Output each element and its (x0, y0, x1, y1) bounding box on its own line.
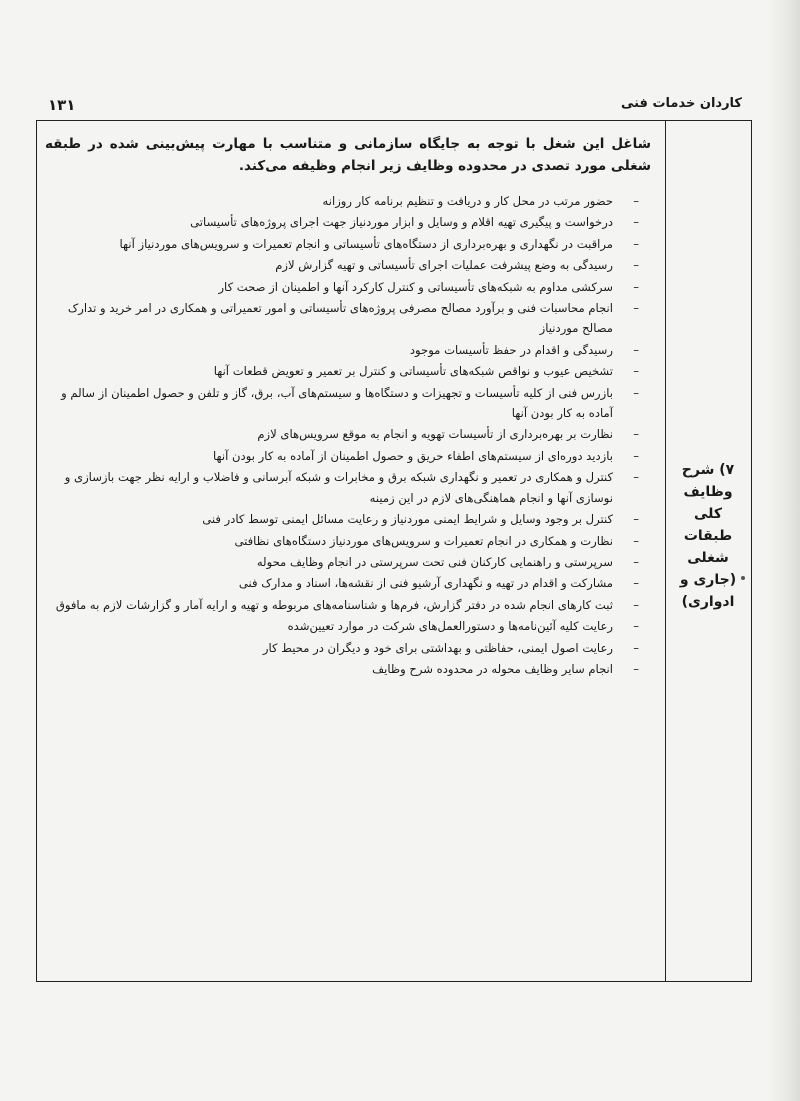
dash-bullet-icon: – (633, 619, 639, 634)
duty-item (45, 467, 651, 508)
dash-bullet-icon: – (633, 215, 639, 230)
duty-item (45, 659, 651, 679)
dash-bullet-icon: – (633, 640, 639, 655)
duty-item (45, 255, 651, 275)
duty-text: انجام محاسبات فنی و برآورد مصالح مصرفی پروژه‌های تأسیساتی و امور تعمیراتی و همکاری در امر خرید و تدارک مصالح موردنیاز (67, 301, 613, 336)
page-header (36, 94, 752, 118)
duty-text: نظارت و همکاری در انجام تعمیرات و سرویس‌های موردنیاز دستگاه‌های نظافتی (234, 533, 613, 548)
dash-bullet-icon: – (633, 576, 639, 591)
duty-text: بازدید دوره‌ای از سیستم‌های اطفاء حریق و حصول اطمینان از آماده به کار بودن آنها (213, 448, 613, 463)
dash-bullet-icon: – (633, 342, 639, 357)
duty-text: مراقبت در نگهداری و بهره‌برداری از دستگاه‌های تأسیساتی و انجام تعمیرات و سرویس‌های موردنیاز آنها (119, 236, 613, 251)
dash-bullet-icon: – (633, 554, 639, 569)
duty-text: انجام سایر وظایف محوله در محدوده شرح وظایف (372, 661, 613, 676)
dash-bullet-icon: – (633, 364, 639, 379)
duty-text: بازرس فنی از کلیه تأسیسات و تجهیزات و دستگاه‌ها و سیستم‌های آب، برق، گاز و تلفن و حصول اطمینان از سالم و آماده به کار بودن آنها (61, 385, 613, 421)
dash-bullet-icon: – (633, 236, 639, 251)
duty-text: حضور مرتب در محل کار و دریافت و تنظیم برنامه کار روزانه (322, 194, 613, 208)
dash-bullet-icon: – (633, 661, 639, 676)
page-number: ۱۳۱ (48, 96, 76, 114)
duty-text: رسیدگی و اقدام در حفظ تأسیسات موجود (409, 342, 613, 357)
duty-item (45, 298, 651, 339)
section-label-line: ۷) شرح (681, 462, 735, 478)
duty-item (45, 616, 651, 636)
job-description-table (36, 120, 752, 982)
section-label-line: (جاری و (679, 572, 737, 588)
duty-item (45, 595, 651, 615)
section-label-line: ادواری) (681, 594, 735, 610)
section-label-line: طبقات (683, 528, 733, 544)
duties-content-cell (37, 121, 665, 981)
duty-item (45, 191, 651, 211)
duty-item (45, 509, 651, 529)
header-title: کاردان خدمات فنی (620, 96, 742, 111)
duty-item (45, 446, 651, 466)
duty-text: سرپرستی و راهنمایی کارکنان فنی تحت سرپرستی در انجام وظایف محوله (256, 554, 613, 569)
dash-bullet-icon: – (633, 258, 639, 273)
dash-bullet-icon: – (633, 470, 639, 485)
duty-text: کنترل بر وجود وسایل و شرایط ایمنی موردنیاز و رعایت مسائل ایمنی توسط کادر فنی (202, 512, 613, 527)
duty-text: ثبت کارهای انجام شده در دفتر گزارش، فرم‌ها و شناسنامه‌های مربوطه و تهیه و ارایه آمار و گزارشات لازم به مافوق (55, 597, 613, 612)
dash-bullet-icon: – (633, 512, 639, 527)
duty-text: درخواست و پیگیری تهیه اقلام و وسایل و ابزار موردنیاز جهت اجرای پروژه‌های تأسیساتی (190, 215, 613, 230)
section-label (665, 459, 751, 613)
dash-bullet-icon: – (633, 427, 639, 442)
section-label-line: کلی (693, 506, 723, 522)
duty-item (45, 552, 651, 572)
scan-edge-shadow (766, 0, 800, 1101)
dash-bullet-icon: – (633, 597, 639, 612)
duty-item (45, 340, 651, 360)
duty-text: رعایت کلیه آئین‌نامه‌ها و دستورالعمل‌های شرکت در موارد تعیین‌شده (287, 619, 613, 634)
section-label-line: وظایف (683, 484, 733, 500)
duty-text: سرکشی مداوم به شبکه‌های تأسیساتی و کنترل کارکرد آنها و اطمینان از صحت کار (218, 279, 613, 294)
dash-bullet-icon: – (633, 533, 639, 548)
dash-bullet-icon: – (633, 301, 639, 316)
duty-item (45, 212, 651, 232)
duty-item (45, 531, 651, 551)
duty-text: مشارکت و اقدام در تهیه و نگهداری آرشیو فنی از نقشه‌ها، اسناد و مدارک فنی (238, 576, 613, 591)
dash-bullet-icon: – (633, 385, 639, 400)
duty-text: نظارت بر بهره‌برداری از تأسیسات تهویه و انجام به موقع سرویس‌های لازم (257, 427, 613, 442)
duty-text: رعایت اصول ایمنی، حفاظتی و بهداشتی برای خود و دیگران در محیط کار (262, 640, 613, 655)
duty-item (45, 277, 651, 297)
dash-bullet-icon: – (633, 448, 639, 463)
dash-bullet-icon: – (633, 279, 639, 294)
duty-text: رسیدگی به وضع پیشرفت عملیات اجرای تأسیساتی و تهیه گزارش لازم (275, 258, 613, 273)
duty-item (45, 638, 651, 658)
duty-text: کنترل و همکاری در تعمیر و نگهداری شبکه برق و مخابرات و شبکه آبرسانی و فاضلاب و ارایه نظر جهت بازسازی و نوسازی آنها و انجام هماهنگی‌های لازم در این زمینه (64, 470, 613, 505)
intro-paragraph: شاغل این شغل با توجه به جایگاه سازمانی و متناسب با مهارت پیش‌بینی شده در طبقه شغلی مورد تصدی در محدوده وظایف زیر انجام وظیفه می‌کند. (45, 136, 651, 174)
dash-bullet-icon: – (633, 194, 639, 208)
duty-item (45, 234, 651, 254)
section-label-line: شغلی (687, 550, 729, 566)
duty-item (45, 573, 651, 593)
duty-item (45, 361, 651, 381)
duty-item (45, 383, 651, 424)
duty-item (45, 424, 651, 444)
duties-list (45, 191, 651, 679)
duty-text: تشخیص عیوب و نواقص شبکه‌های تأسیساتی و کنترل بر تعمیر و تعویض قطعات آنها (213, 364, 613, 379)
